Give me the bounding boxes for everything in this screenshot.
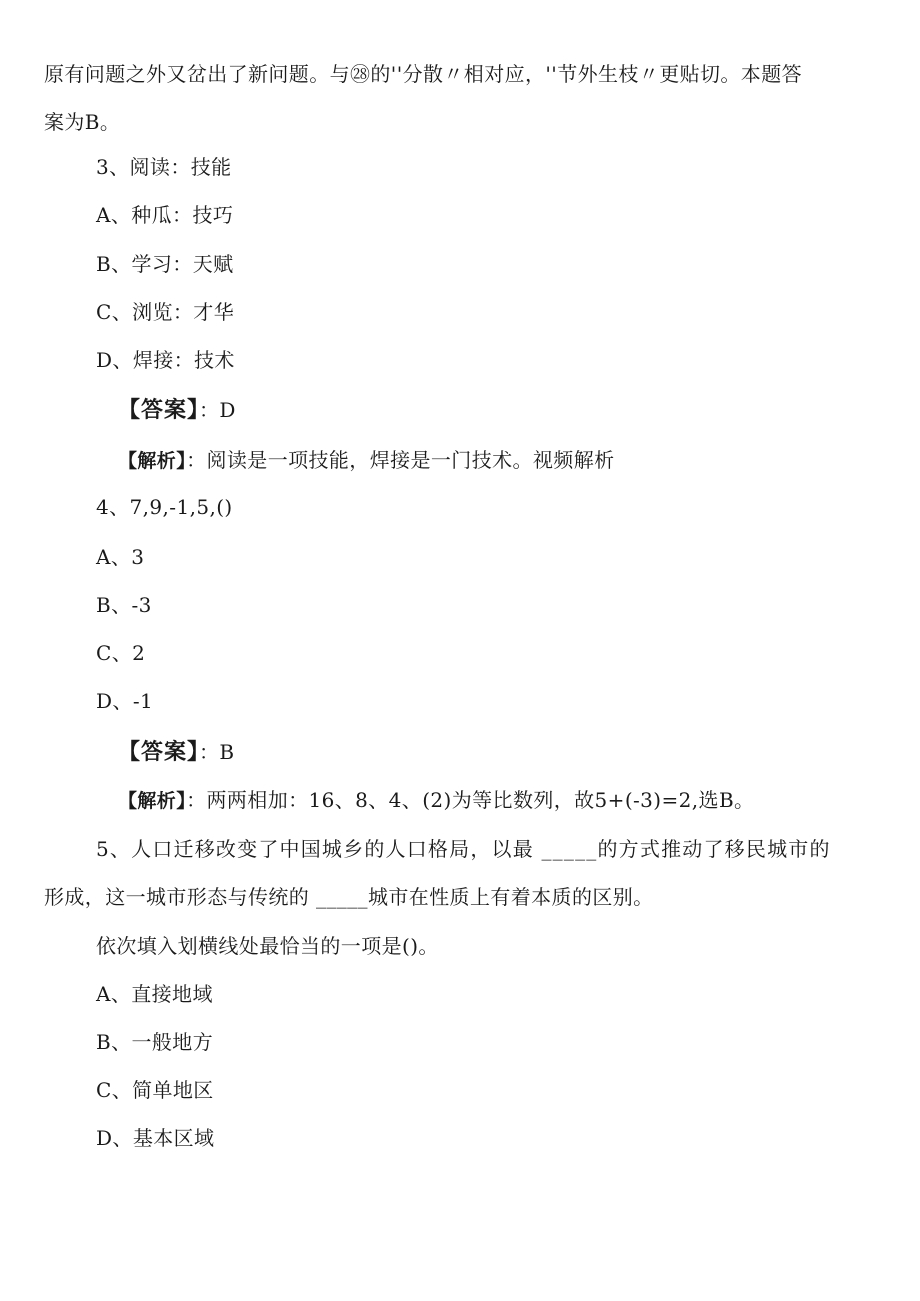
question-4-analysis <box>118 788 754 813</box>
question-3-stem: 3、阅读：技能 <box>96 155 232 179</box>
question-4-option-b: B、-3 <box>96 593 152 617</box>
question-3-option-b: B、学习：天赋 <box>96 252 234 276</box>
analysis-text: ：阅读是一项技能，焊接是一门技术。视频解析 <box>186 448 615 472</box>
question-5-option-a: A、直接地域 <box>96 982 213 1006</box>
question-5-instruction: 依次填入划横线处最恰当的一项是()。 <box>96 934 439 958</box>
analysis-label: 【解析】 <box>118 790 187 812</box>
question-5-option-d: D、基本区域 <box>96 1126 215 1150</box>
question-3-analysis <box>118 448 615 473</box>
question-4-answer <box>118 740 235 765</box>
question-5-option-b: B、一般地方 <box>96 1030 214 1054</box>
analysis-text: ：两两相加：16、8、4、(2)为等比数列，故5+(-3)=2,选B。 <box>186 788 755 812</box>
question-3-option-a: A、种瓜：技巧 <box>96 203 234 227</box>
question-5-option-c: C、简单地区 <box>96 1078 214 1102</box>
question-3-option-d: D、焊接：技术 <box>96 348 235 372</box>
question-3-answer <box>118 398 236 423</box>
question-4-option-d: D、-1 <box>96 689 154 713</box>
question-5-stem-line-1: 5、人口迁移改变了中国城乡的人口格局，以最 _____的方式推动了移民城市的 <box>96 837 831 861</box>
question-4-stem: 4、7,9,-1,5,() <box>96 495 233 519</box>
answer-value: ：D <box>199 398 236 422</box>
analysis-label: 【解析】 <box>118 450 187 472</box>
answer-label: 【答案】 <box>118 740 200 765</box>
intro-line-2: 案为B。 <box>44 110 121 134</box>
answer-value: ：B <box>199 740 235 764</box>
question-4-option-c: C、2 <box>96 641 146 665</box>
question-3-option-c: C、浏览：才华 <box>96 300 235 324</box>
answer-label: 【答案】 <box>118 398 200 423</box>
intro-line-1: 原有问题之外又岔出了新问题。与㉘的''分散〃相对应，''节外生枝〃更贴切。本题答 <box>44 62 802 86</box>
question-5-stem-line-2: 形成，这一城市形态与传统的 _____城市在性质上有着本质的区别。 <box>44 885 654 909</box>
question-4-option-a: A、3 <box>96 545 145 569</box>
